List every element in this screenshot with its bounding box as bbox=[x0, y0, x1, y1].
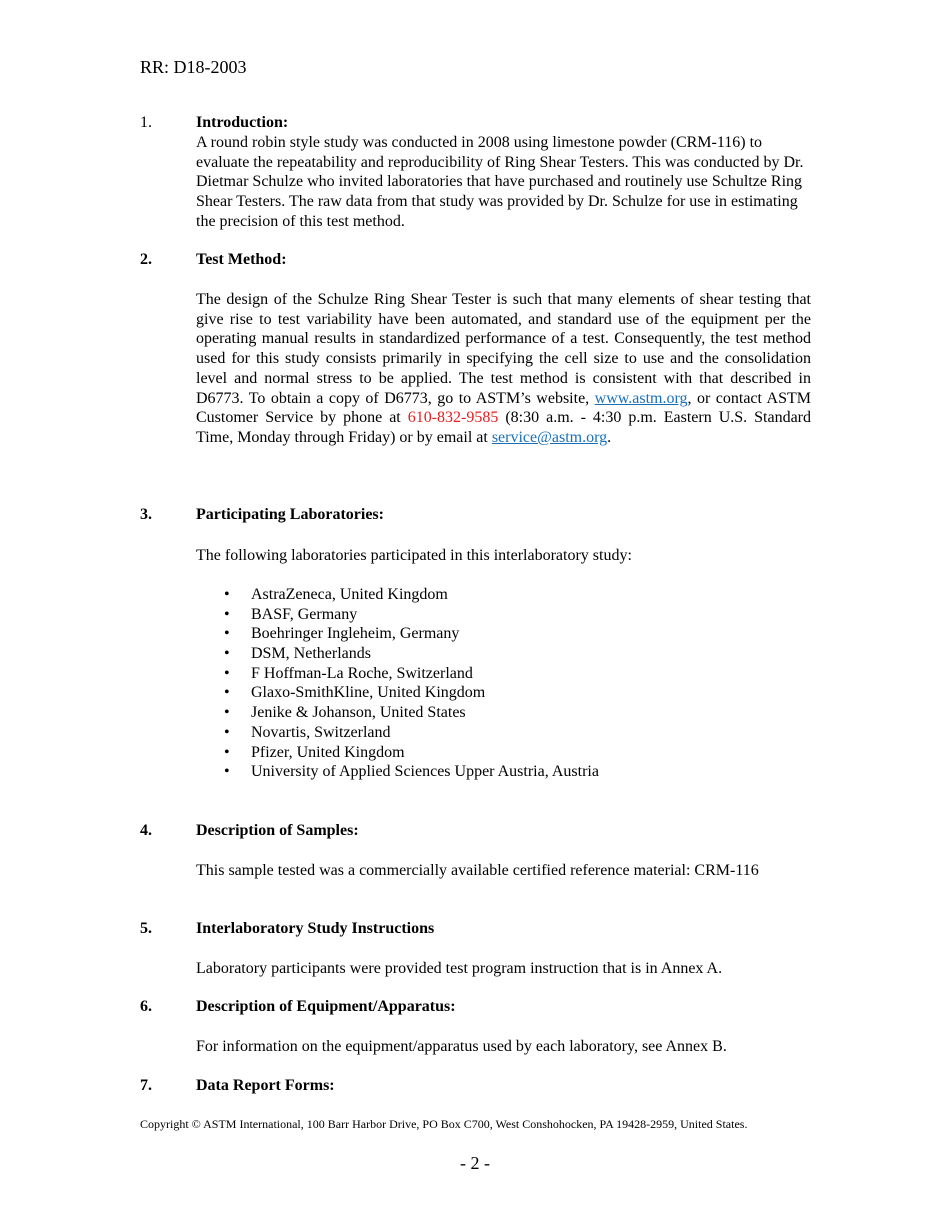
bullet-icon: • bbox=[224, 743, 230, 761]
bullet-icon: • bbox=[224, 625, 230, 643]
bullet-icon: • bbox=[224, 664, 230, 682]
laboratory-list bbox=[196, 585, 599, 782]
bullet-icon: • bbox=[224, 586, 230, 603]
service-email-link[interactable]: service@astm.org bbox=[491, 428, 608, 446]
section-4-title: Description of Samples: bbox=[196, 822, 359, 839]
list-item: • Pfizer, United Kingdom bbox=[224, 743, 405, 761]
section-5-number: 5. bbox=[140, 920, 152, 937]
section-1-number: 1. bbox=[140, 114, 152, 131]
section-3-number: 3. bbox=[140, 506, 152, 523]
section-2-text-1: The design of the Schulze Ring Shear Tester is such that many elements of shear testing that give rise to test variability have been automated, and standard use of the equipment per the operating manual results in standardized performance of a test. Consequently, the test method used for this study consists primarily in specifying the cell size to use and the consolidation level and normal stress to be applied. The test method is consistent with that described in D6773. To obtain a copy of D6773, go to ASTM’s website, bbox=[196, 291, 811, 407]
copyright-footer: Copyright © ASTM International, 100 Barr Harbor Drive, PO Box C700, West Conshohocken, PA 19428-2959, United States. bbox=[140, 1117, 748, 1131]
section-7-title: Data Report Forms: bbox=[196, 1077, 335, 1094]
bullet-icon: • bbox=[224, 684, 230, 702]
section-2-title: Test Method: bbox=[196, 251, 287, 268]
section-3-body: The following laboratories participated in this interlaboratory study: bbox=[196, 547, 632, 564]
astm-website-link[interactable]: www.astm.org bbox=[594, 389, 688, 407]
section-6-title: Description of Equipment/Apparatus: bbox=[196, 998, 456, 1015]
section-7-number: 7. bbox=[140, 1077, 152, 1094]
section-5-body: Laboratory participants were provided test program instruction that is in Annex A. bbox=[196, 960, 723, 977]
section-2-body bbox=[196, 290, 811, 448]
section-6-body: For information on the equipment/apparatus used by each laboratory, see Annex B. bbox=[196, 1038, 727, 1055]
list-item: • F Hoffman-La Roche, Switzerland bbox=[224, 664, 473, 682]
section-4-number: 4. bbox=[140, 822, 152, 839]
list-item: • DSM, Netherlands bbox=[224, 645, 371, 663]
list-item: • University of Applied Sciences Upper Austria, Austria bbox=[224, 763, 599, 781]
section-4-body: This sample tested was a commercially available certified reference material: CRM-116 bbox=[196, 862, 759, 879]
section-2-text-4: . bbox=[607, 428, 612, 446]
section-2-text-2: , or contact ASTM Customer Service by phone at bbox=[196, 389, 812, 427]
page-number: - 2 - bbox=[460, 1153, 490, 1173]
bullet-icon: • bbox=[224, 763, 230, 781]
list-item: • Boehringer Ingleheim, Germany bbox=[224, 625, 460, 643]
list-item: • Jenike & Johanson, United States bbox=[224, 704, 466, 722]
list-item: • AstraZeneca, United Kingdom bbox=[224, 586, 448, 603]
section-2-text-3: (8:30 a.m. - 4:30 p.m. Eastern U.S. Standard Time, Monday through Friday) or by email at bbox=[196, 409, 812, 446]
section-5-title: Interlaboratory Study Instructions bbox=[196, 920, 435, 937]
section-1-title: Introduction: bbox=[196, 114, 289, 131]
section-6-number: 6. bbox=[140, 998, 152, 1015]
bullet-icon: • bbox=[224, 645, 230, 663]
bullet-icon: • bbox=[224, 723, 230, 741]
section-2-number: 2. bbox=[140, 251, 152, 268]
list-item: • Glaxo-SmithKline, United Kingdom bbox=[224, 684, 486, 702]
bullet-icon: • bbox=[224, 704, 230, 722]
list-item: • BASF, Germany bbox=[224, 605, 358, 623]
section-1-body: A round robin style study was conducted in 2008 using limestone powder (CRM-116) to evaluate the repeatability and reproducibility of Ring Shear Testers. This was conducted by Dr. Dietmar Schulze who invited laboratories that have purchased and routinely use Schultze Ring Shear Testers. The raw data from that study was provided by Dr. Schulze for use in estimating the precision of this test method. bbox=[196, 134, 804, 230]
bullet-icon: • bbox=[224, 605, 230, 623]
report-header: RR: D18-2003 bbox=[140, 57, 247, 77]
customer-service-phone: 610-832-9585 bbox=[407, 409, 499, 427]
section-3-title: Participating Laboratories: bbox=[196, 506, 384, 523]
list-item: • Novartis, Switzerland bbox=[224, 723, 391, 741]
